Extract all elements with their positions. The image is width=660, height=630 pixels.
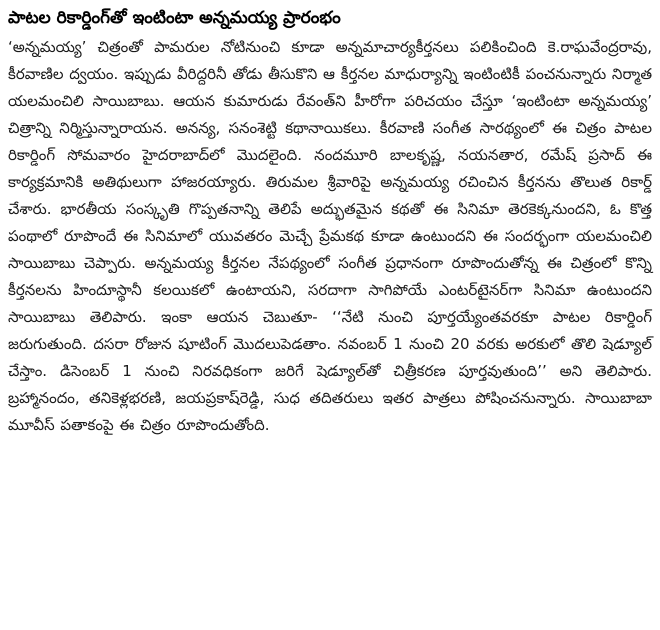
article-body: ‘అన్నమయ్య’ చిత్రంతో పామరుల నోటినుంచి కూడా అన్నమాచార్యకీర్తనలు పలికించింది కె.రాఘవేంద్రరావు, కీరవాణిల ద్వయం. ఇప్పుడు వీరిద్దరినీ తోడు తీసుకొని ఆ కీర్తనల మాధుర్యాన్ని ఇంటింటికీ పంచనున్నారు నిర్మాత యలమంచిలి సాయిబాబు. ఆయన కుమారుడు రేవంత్‌ని హీరోగా పరిచయం చేస్తూ ‘ఇంటింటా అన్నమయ్య’ చిత్రాన్ని నిర్మిస్తున్నారాయన. అనన్య, సనంశెట్టి కథానాయికలు. కీరవాణి సంగీత సారథ్యంలో ఈ చిత్రం పాటల రికార్డింగ్ సోమవారం హైదరాబాద్‌లో మొదలైంది. నందమూరి బాలకృష్ణ, నయనతార, రమేష్ ప్రసాద్ ఈ కార్యక్రమానికి అతిథులుగా హాజరయ్యారు. తిరుమల శ్రీవారిపై అన్నమయ్య రచించిన కీర్తనను తొలుత రికార్డ్ చేశారు. భారతీయ సంస్కృతి గొప్పతనాన్ని తెలిపే అద్భుతమైన కథతో ఈ సినిమా తెరకెక్కనుందని, ఓ కొత్త పంథాలో రూపొందే ఈ సినిమాలో యువతరం మెచ్చే ప్రేమకథ కూడా ఉంటుందని ఈ సందర్భంగా యలమంచిలి సాయిబాబు చెప్పారు. అన్నమయ్య కీర్తనల నేపథ్యంలో సంగీత ప్రధానంగా రూపొందుతోన్న ఈ చిత్రంలో కొన్ని కీర్తనలను హిందూస్థానీ కలయికలో ఉంటాయని, సరదాగా సాగిపోయే ఎంటర్‌టైనర్‌గా సినిమా ఉంటుందని సాయిబాబు తెలిపారు. ఇంకా ఆయన చెబుతూ- ‘‘నేటి నుంచి పూర్తయ్యేంతవరకూ పాటల రికార్డింగ్ జరుగుతుంది. దసరా రోజున షూటింగ్ మొదలుపెడతాం. నవంబర్ 1 నుంచి 20 వరకు అరకులో తొలి షెడ్యూల్ చేస్తాం. డిసెంబర్ 1 నుంచి నిరవధికంగా జరిగే షెడ్యూల్‌తో చిత్రీకరణ పూర్తవుతుంది’’ అని తెలిపారు. బ్రహ్మానందం, తనికెళ్లభరణి, జయప్రకాష్‌రెడ్డి, సుధ తదితరులు ఇతర పాత్రలు పోషించనున్నారు. సాయిబాబా మూవీస్ పతాకంపై ఈ చిత్రం రూపొందుతోంది. — [8, 38, 652, 434]
article-headline: పాటల రికార్డింగ్‌తో ఇంటింటా అన్నమయ్య ప్రారంభం — [8, 8, 341, 28]
